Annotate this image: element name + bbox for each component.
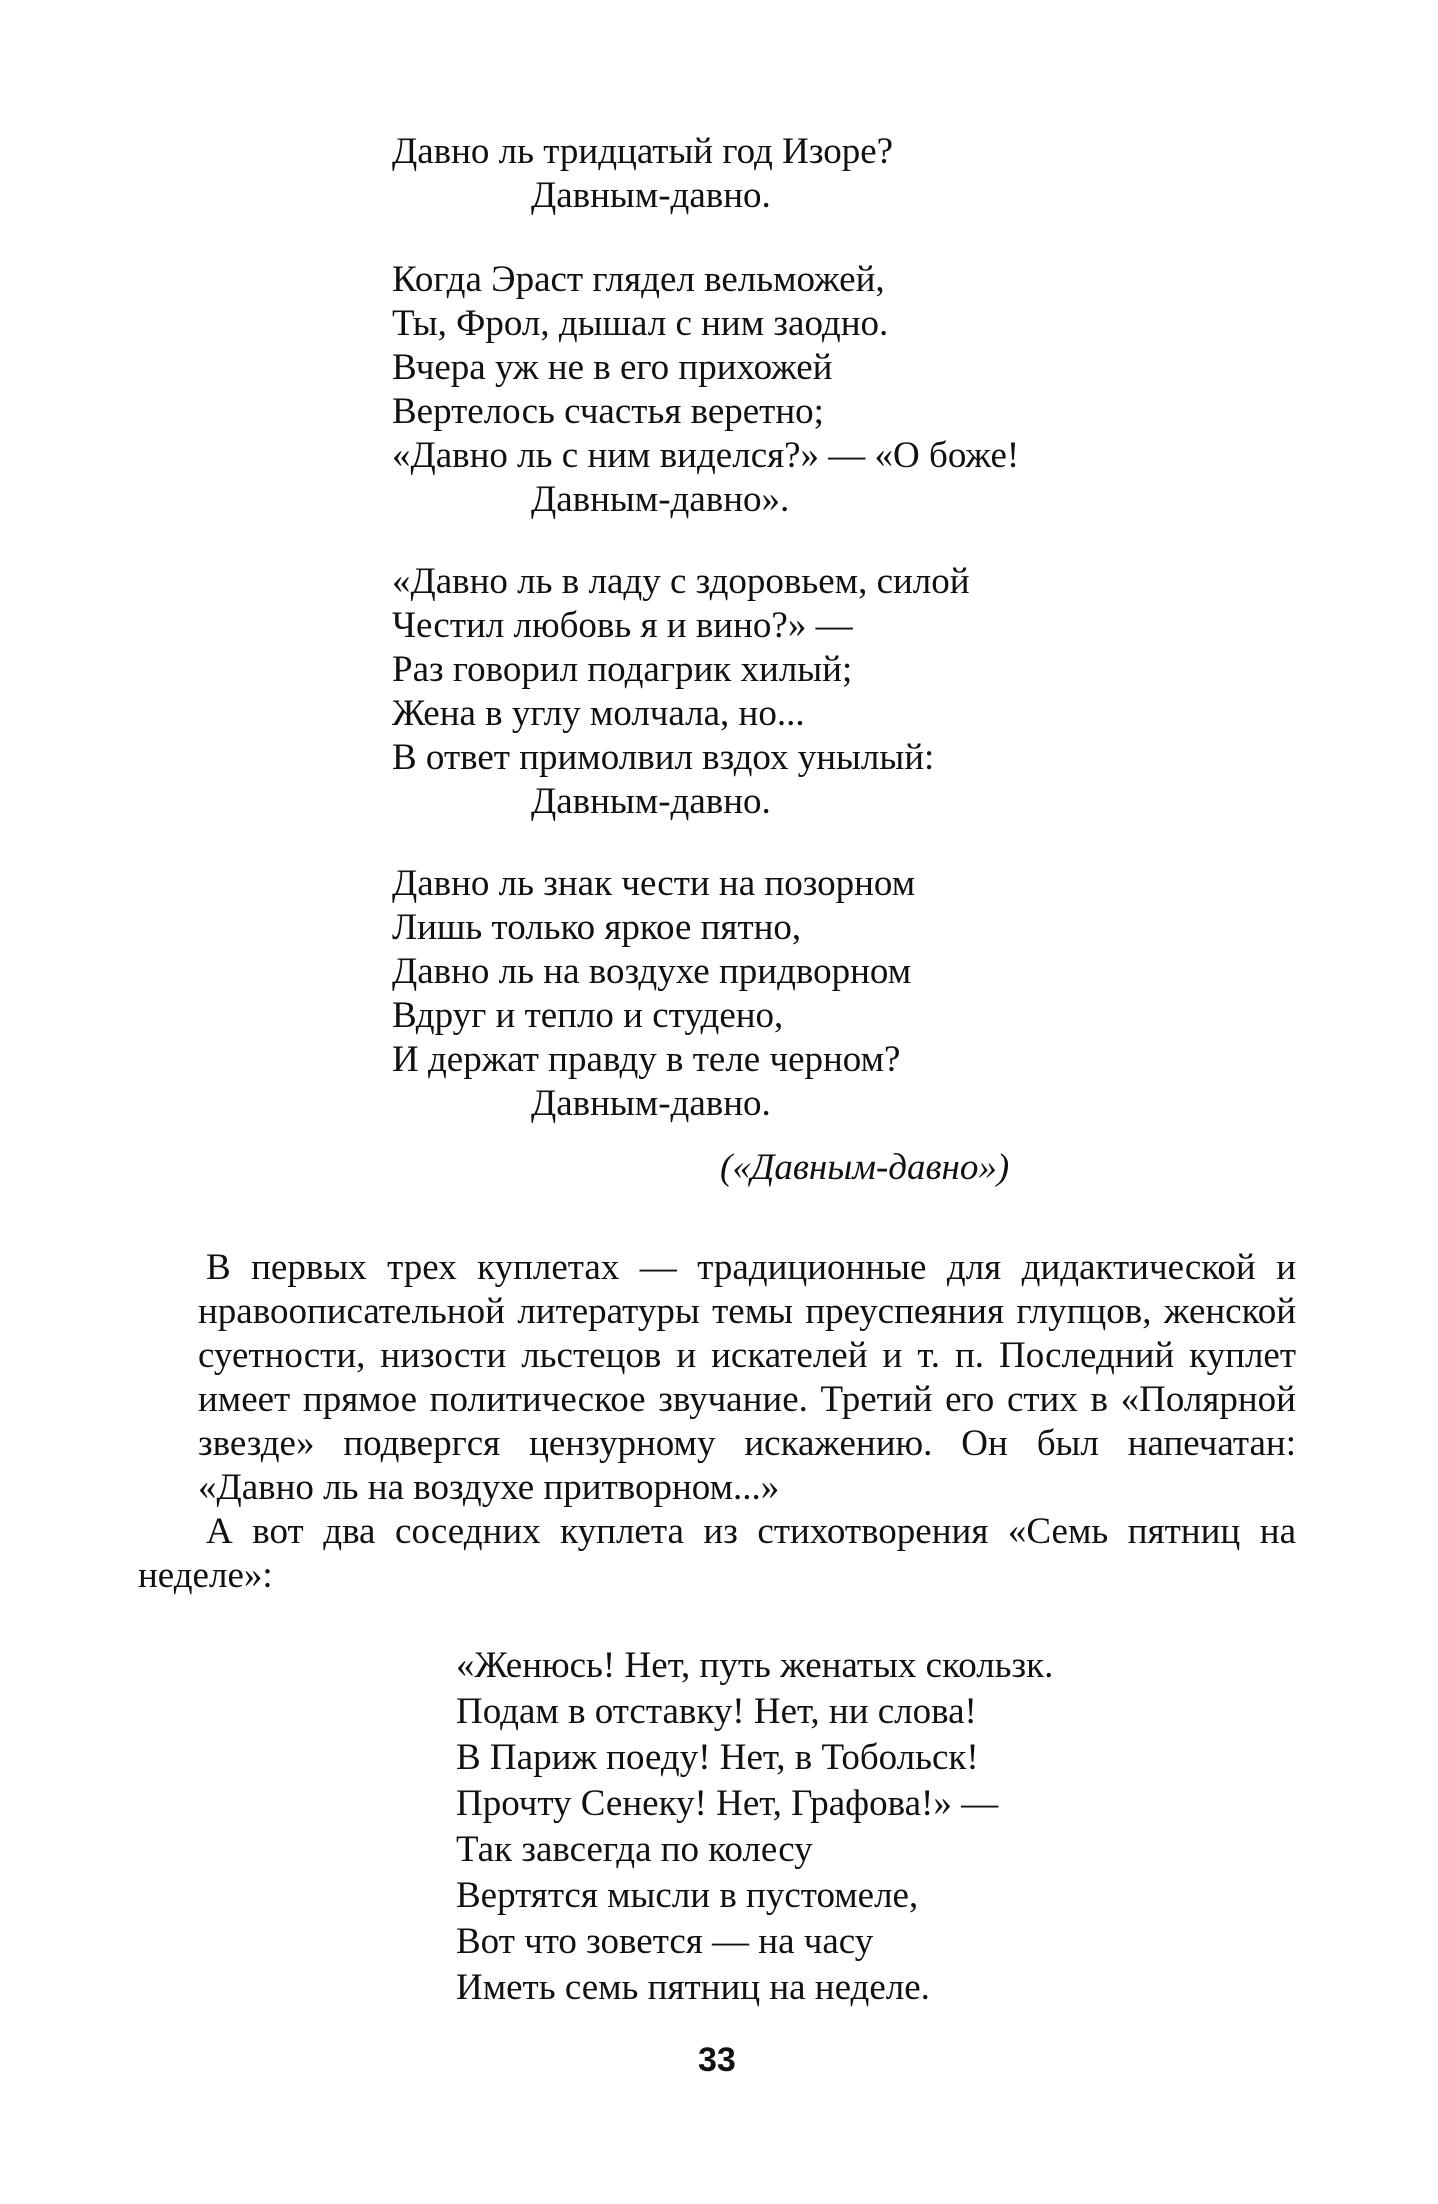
poem-source: («Давным-давно») — [720, 1147, 1010, 1188]
poem-line: Вертятся мысли в пустомеле, — [456, 1875, 919, 1916]
poem-line: Вдруг и тепло и студено, — [392, 995, 784, 1036]
prose-paragraph-2 — [138, 1510, 1296, 1598]
poem-line: Давно ль на воздухе придворном — [392, 951, 912, 992]
text-line: А вот два соседних куплета из стихотворения «Семь пятниц на — [206, 1511, 1296, 1552]
poem-refrain: Давным-давно. — [531, 781, 771, 822]
poem-line: «Давно ль с ним виделся?» — «О боже! — [392, 435, 1020, 476]
poem-refrain: Давным-давно. — [531, 175, 771, 216]
poem-refrain: Давным-давно». — [531, 479, 790, 520]
poem-line: Вчера уж не в его прихожей — [392, 347, 833, 388]
text-line: «Давно ль на воздухе притворном...» — [198, 1467, 780, 1508]
poem-line: Ты, Фрол, дышал с ним заодно. — [392, 303, 889, 344]
poem-line: Честил любовь я и вино?» — — [392, 605, 853, 646]
poem-line: «Давно ль в ладу с здоровьем, силой — [392, 561, 970, 602]
poem-line: Жена в углу молчала, но... — [392, 693, 805, 734]
poem-line: Раз говорил подагрик хилый; — [392, 649, 853, 690]
poem-line: Когда Эраст глядел вельможей, — [392, 259, 885, 300]
poem-line: Вертелось счастья веретно; — [392, 391, 824, 432]
poem-line: Лишь только яркое пятно, — [392, 907, 802, 948]
poem-line: «Женюсь! Нет, путь женатых скользк. — [456, 1645, 1054, 1686]
text-line: суетности, низости льстецов и искателей и т. п. Последний куплет — [198, 1335, 1296, 1376]
poem-refrain: Давным-давно. — [531, 1083, 771, 1124]
page-number: 33 — [698, 2041, 736, 2079]
text-line: неделе»: — [138, 1555, 273, 1596]
poem-line: В Париж поеду! Нет, в Тобольск! — [456, 1737, 979, 1778]
poem-line: Давно ль знак чести на позорном — [392, 863, 916, 904]
text-line: нравоописательной литературы темы преуспеяния глупцов, женской — [198, 1291, 1296, 1332]
text-line: звезде» подвергся цензурному искажению. Он был напечатан: — [198, 1423, 1296, 1464]
poem-line: Вот что зовется — на часу — [456, 1921, 874, 1962]
poem-line: Подам в отставку! Нет, ни слова! — [456, 1691, 977, 1732]
prose-paragraph-1 — [198, 1246, 1296, 1510]
poem-line: В ответ примолвил вздох унылый: — [392, 737, 935, 778]
text-line: В первых трех куплетах — традиционные для дидактической и — [206, 1247, 1296, 1288]
poem-line: Давно ль тридцатый год Изоре? — [392, 131, 894, 172]
poem-line: Иметь семь пятниц на неделе. — [456, 1967, 930, 2008]
poem-line: Прочту Сенеку! Нет, Графова!» — — [456, 1783, 999, 1824]
poem-line: Так завсегда по колесу — [456, 1829, 813, 1870]
poem-line: И держат правду в теле черном? — [392, 1039, 901, 1080]
text-line: имеет прямое политическое звучание. Третий его стих в «Полярной — [198, 1379, 1296, 1420]
